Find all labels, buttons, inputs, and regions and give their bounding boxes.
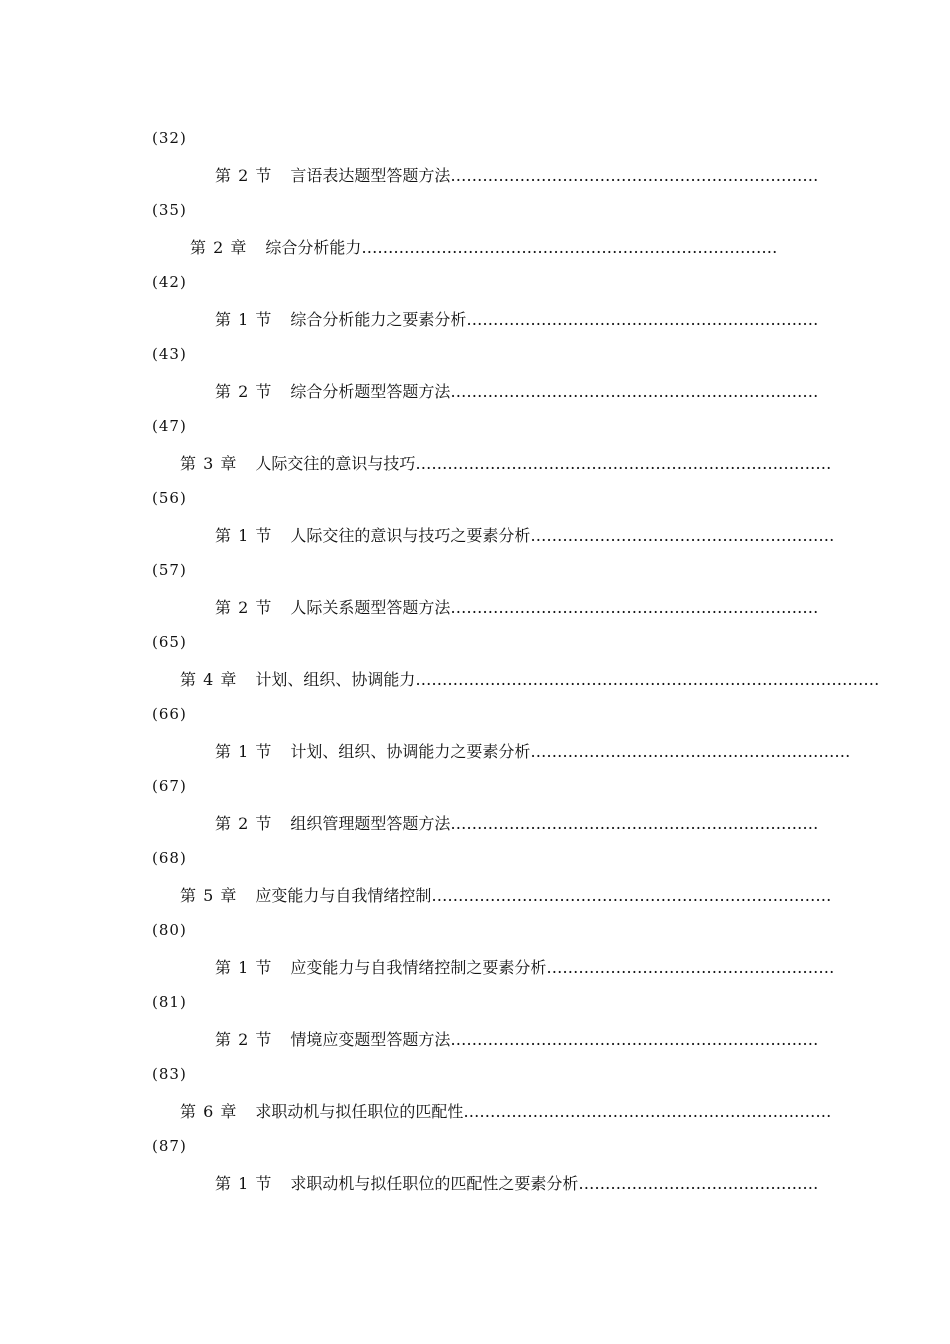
toc-entry-title: 言语表达题型答题方法 bbox=[290, 166, 451, 185]
toc-entry-label: 第 4 章 bbox=[180, 670, 238, 689]
toc-page-number: (35) bbox=[152, 201, 187, 219]
toc-leader-dots: …………………………………………………………… bbox=[450, 814, 819, 833]
toc-entry bbox=[215, 1027, 819, 1050]
toc-entry-title: 计划、组织、协调能力 bbox=[255, 670, 416, 689]
toc-entry-label: 第 1 节 bbox=[215, 1174, 273, 1193]
toc-page-number: (42) bbox=[152, 273, 187, 291]
toc-leader-dots: ………………………………………………………………… bbox=[431, 886, 832, 905]
toc-entry bbox=[215, 163, 819, 186]
toc-page-number: (81) bbox=[152, 993, 187, 1011]
toc-page-number: (47) bbox=[152, 417, 187, 435]
toc-entry bbox=[190, 235, 778, 258]
toc-entry-label: 第 2 节 bbox=[215, 382, 273, 401]
toc-entry-label: 第 3 章 bbox=[180, 454, 238, 473]
toc-entry bbox=[215, 379, 819, 402]
toc-entry bbox=[215, 595, 819, 618]
toc-entry-title: 人际关系题型答题方法 bbox=[290, 598, 451, 617]
toc-page-number: (87) bbox=[152, 1137, 187, 1155]
toc-entry-title: 综合分析能力 bbox=[265, 238, 362, 257]
toc-entry bbox=[180, 451, 832, 474]
toc-page-number: (57) bbox=[152, 561, 187, 579]
toc-entry-title: 综合分析能力之要素分析 bbox=[290, 310, 467, 329]
toc-leader-dots: …………………………………………………………… bbox=[450, 1030, 819, 1049]
toc-leader-dots: …………………………………………………………… bbox=[450, 598, 819, 617]
toc-entry-title: 情境应变题型答题方法 bbox=[290, 1030, 451, 1049]
toc-page-number: (67) bbox=[152, 777, 187, 795]
toc-entry-label: 第 2 章 bbox=[190, 238, 248, 257]
toc-leader-dots: ……………………………………………… bbox=[546, 958, 835, 977]
toc-leader-dots: …………………………………………………… bbox=[530, 742, 851, 761]
toc-page-number: (43) bbox=[152, 345, 187, 363]
toc-entry bbox=[215, 307, 819, 330]
toc-leader-dots: …………………………………………………………… bbox=[463, 1102, 832, 1121]
toc-entry bbox=[180, 1099, 832, 1122]
toc-page-number: (80) bbox=[152, 921, 187, 939]
toc-leader-dots: …………………………………………………………………………… bbox=[415, 670, 880, 689]
toc-entry bbox=[215, 811, 819, 834]
toc-entry bbox=[215, 523, 835, 546]
toc-entry-label: 第 1 节 bbox=[215, 958, 273, 977]
toc-entry-label: 第 1 节 bbox=[215, 526, 273, 545]
toc-entry-title: 求职动机与拟任职位的匹配性之要素分析 bbox=[290, 1174, 579, 1193]
toc-entry-title: 人际交往的意识与技巧之要素分析 bbox=[290, 526, 531, 545]
toc-leader-dots: ………………………………………………………… bbox=[466, 310, 819, 329]
toc-entry-title: 计划、组织、协调能力之要素分析 bbox=[290, 742, 531, 761]
toc-entry bbox=[215, 955, 835, 978]
toc-entry-title: 综合分析题型答题方法 bbox=[290, 382, 451, 401]
toc-page-number: (66) bbox=[152, 705, 187, 723]
toc-entry bbox=[215, 739, 851, 762]
toc-leader-dots: …………………………………………………………………… bbox=[415, 454, 832, 473]
toc-leader-dots: …………………………………………………………… bbox=[450, 382, 819, 401]
toc-entry-title: 应变能力与自我情绪控制之要素分析 bbox=[290, 958, 547, 977]
toc-entry-label: 第 5 章 bbox=[180, 886, 238, 905]
toc-entry-title: 人际交往的意识与技巧 bbox=[255, 454, 416, 473]
toc-entry-title: 应变能力与自我情绪控制 bbox=[255, 886, 432, 905]
toc-entry bbox=[180, 883, 832, 906]
toc-entry bbox=[180, 667, 880, 690]
toc-page-number: (83) bbox=[152, 1065, 187, 1083]
toc-entry bbox=[215, 1171, 819, 1194]
toc-leader-dots: …………………………………………………………………… bbox=[361, 238, 778, 257]
toc-page-number: (56) bbox=[152, 489, 187, 507]
toc-entry-label: 第 2 节 bbox=[215, 166, 273, 185]
toc-entry-label: 第 2 节 bbox=[215, 598, 273, 617]
toc-entry-label: 第 2 节 bbox=[215, 1030, 273, 1049]
toc-entry-label: 第 6 章 bbox=[180, 1102, 238, 1121]
toc-page-number: (32) bbox=[152, 129, 187, 147]
toc-entry-title: 组织管理题型答题方法 bbox=[290, 814, 451, 833]
toc-entry-title: 求职动机与拟任职位的匹配性 bbox=[255, 1102, 464, 1121]
toc-leader-dots: ……………………………………… bbox=[578, 1174, 819, 1193]
toc-entry-label: 第 1 节 bbox=[215, 310, 273, 329]
toc-page-number: (68) bbox=[152, 849, 187, 867]
toc-page-number: (65) bbox=[152, 633, 187, 651]
toc-leader-dots: …………………………………………………………… bbox=[450, 166, 819, 185]
toc-leader-dots: ………………………………………………… bbox=[530, 526, 835, 545]
toc-entry-label: 第 2 节 bbox=[215, 814, 273, 833]
toc-entry-label: 第 1 节 bbox=[215, 742, 273, 761]
